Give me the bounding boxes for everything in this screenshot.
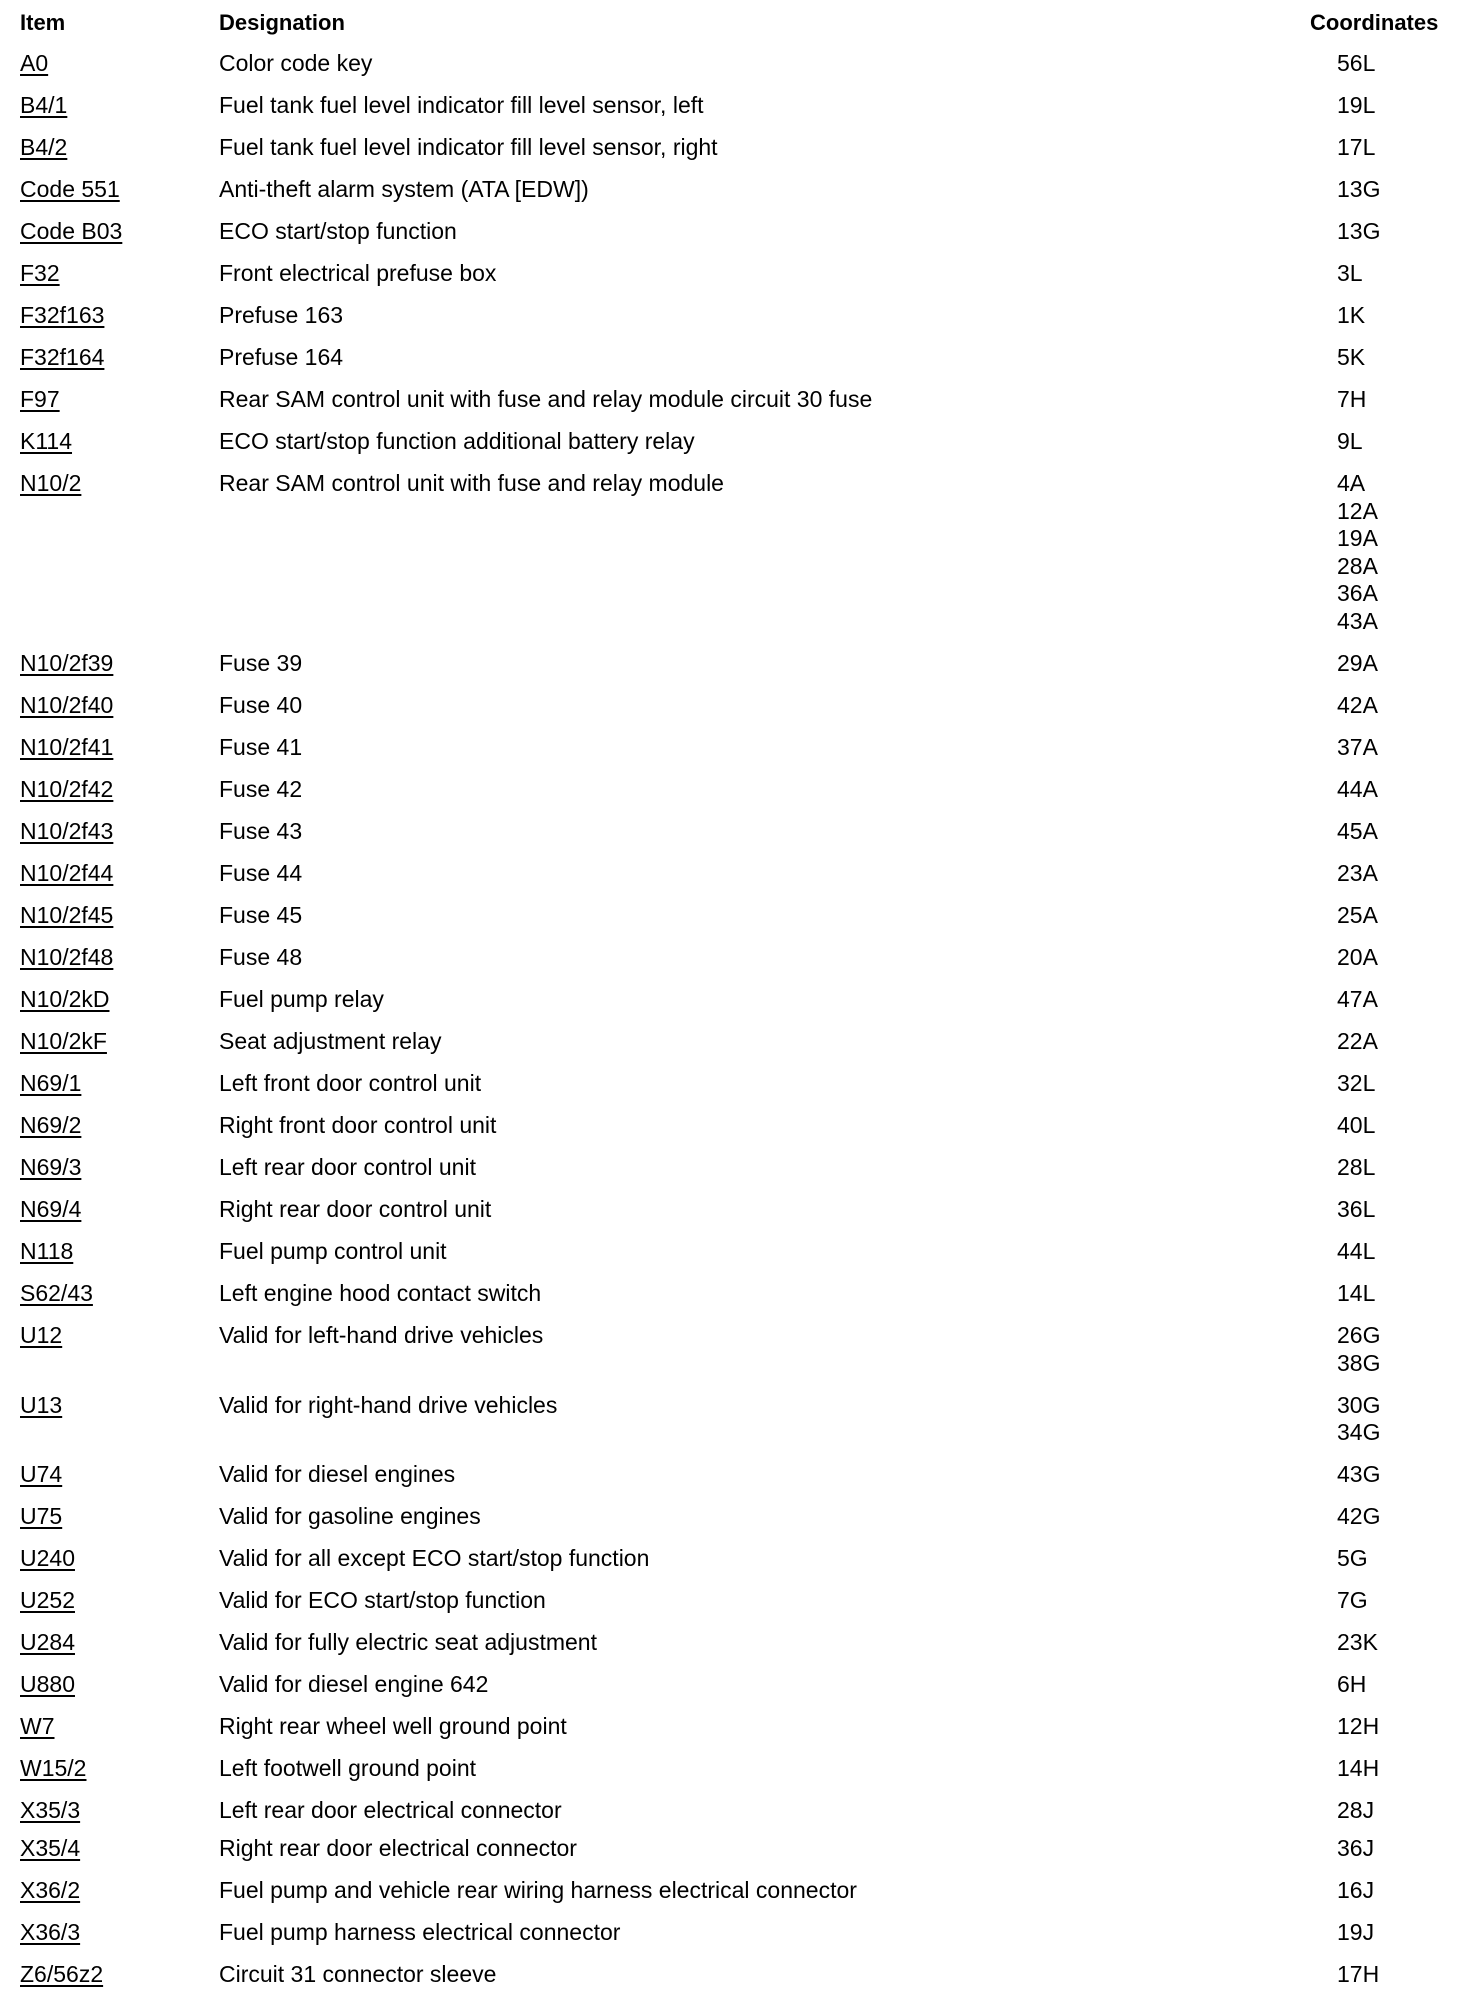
designation-cell: Fuel pump and vehicle rear wiring harness electrical connector bbox=[219, 1877, 857, 1904]
item-cell bbox=[20, 860, 113, 888]
item-link[interactable]: U284 bbox=[20, 1629, 75, 1656]
item-cell bbox=[20, 1196, 81, 1224]
coordinates-cell bbox=[1337, 50, 1375, 78]
item-cell bbox=[20, 1112, 81, 1140]
designation-cell: Left rear door control unit bbox=[219, 1154, 476, 1180]
item-link[interactable]: F97 bbox=[20, 386, 60, 412]
designation-cell: Valid for diesel engines bbox=[219, 1461, 456, 1488]
item-link[interactable]: K114 bbox=[20, 428, 73, 454]
item-cell bbox=[20, 302, 104, 330]
item-link[interactable]: B4/1 bbox=[20, 92, 68, 118]
coordinates-cell bbox=[1337, 470, 1378, 636]
designation-cell: Fuse 48 bbox=[219, 944, 303, 970]
item-link[interactable]: N10/2f39 bbox=[20, 650, 114, 676]
header-coordinates: Coordinates bbox=[1310, 10, 1439, 35]
coordinate-value: 47A bbox=[1337, 986, 1378, 1012]
coordinates-cell bbox=[1337, 1629, 1378, 1657]
designation-cell: ECO start/stop function bbox=[219, 218, 457, 244]
table-row bbox=[0, 254, 1472, 296]
coordinate-value: 9L bbox=[1337, 428, 1363, 454]
item-cell bbox=[20, 1835, 80, 1863]
item-cell bbox=[20, 470, 81, 498]
item-cell bbox=[20, 1545, 75, 1573]
table-row bbox=[0, 1022, 1472, 1064]
coordinate-value: 36A bbox=[1337, 580, 1378, 607]
coordinate-value: 19J bbox=[1337, 1919, 1375, 1946]
table-row bbox=[0, 812, 1472, 854]
table-row bbox=[0, 1232, 1472, 1274]
item-cell bbox=[20, 1671, 75, 1699]
table-row bbox=[0, 1274, 1472, 1316]
coordinates-cell bbox=[1337, 902, 1378, 930]
coordinates-cell bbox=[1337, 1797, 1374, 1825]
designation-cell: Right rear door control unit bbox=[219, 1196, 492, 1222]
coordinate-value: 56L bbox=[1337, 50, 1376, 76]
item-cell bbox=[20, 776, 113, 804]
header-designation: Designation bbox=[219, 10, 345, 35]
table-row bbox=[0, 938, 1472, 980]
item-cell bbox=[20, 734, 113, 762]
item-cell bbox=[20, 986, 109, 1014]
item-cell bbox=[20, 818, 113, 846]
item-cell bbox=[20, 1877, 80, 1905]
item-link[interactable]: N10/2f48 bbox=[20, 944, 114, 970]
coordinate-value: 32L bbox=[1337, 1070, 1376, 1096]
coordinates-cell bbox=[1337, 344, 1365, 372]
table-row bbox=[0, 1913, 1472, 1955]
item-cell bbox=[20, 1755, 86, 1783]
coordinates-cell bbox=[1337, 428, 1363, 456]
coordinates-cell bbox=[1337, 650, 1378, 678]
designation-cell: Anti-theft alarm system (ATA [EDW]) bbox=[219, 176, 589, 202]
item-link[interactable]: N10/2f45 bbox=[20, 902, 114, 928]
table-row bbox=[0, 770, 1472, 812]
coordinate-value: 43A bbox=[1337, 607, 1378, 634]
coordinate-value: 19A bbox=[1337, 525, 1378, 552]
item-link[interactable]: N10/2f44 bbox=[20, 860, 114, 886]
table-row bbox=[0, 1148, 1472, 1190]
item-link[interactable]: N10/2f43 bbox=[20, 818, 114, 844]
coordinates-cell bbox=[1337, 1154, 1375, 1182]
coordinate-value: 26G bbox=[1337, 1322, 1381, 1348]
item-link[interactable]: N118 bbox=[20, 1238, 74, 1264]
designation-cell: Left rear door electrical connector bbox=[219, 1797, 562, 1824]
designation-cell: Prefuse 163 bbox=[219, 302, 344, 328]
item-link[interactable]: N10/2f41 bbox=[20, 734, 114, 760]
designation-cell: Valid for right-hand drive vehicles bbox=[219, 1391, 558, 1418]
coordinate-value: 19L bbox=[1337, 92, 1376, 118]
coordinates-cell bbox=[1337, 1280, 1375, 1308]
coordinate-value: 23A bbox=[1337, 860, 1378, 886]
coordinate-value: 1K bbox=[1337, 302, 1366, 328]
coordinates-cell bbox=[1337, 818, 1378, 846]
item-link[interactable]: F32 bbox=[20, 260, 60, 286]
designation-cell: Left front door control unit bbox=[219, 1070, 482, 1096]
table-row bbox=[0, 86, 1472, 128]
table-row bbox=[0, 380, 1472, 422]
coordinate-value: 34G bbox=[1337, 1419, 1381, 1446]
coordinate-value: 36J bbox=[1337, 1835, 1375, 1862]
item-cell bbox=[20, 134, 67, 162]
item-link[interactable]: S62/43 bbox=[20, 1280, 93, 1306]
item-link[interactable]: U252 bbox=[20, 1587, 75, 1614]
item-link[interactable]: W15/2 bbox=[20, 1755, 87, 1782]
designation-cell: Seat adjustment relay bbox=[219, 1028, 442, 1054]
table-row bbox=[0, 1955, 1472, 1997]
table-row bbox=[0, 1316, 1472, 1386]
table-row bbox=[0, 1455, 1472, 1497]
item-link[interactable]: N10/2kF bbox=[20, 1028, 107, 1054]
table-row bbox=[0, 1791, 1472, 1829]
item-cell bbox=[20, 1503, 62, 1531]
coordinates-cell bbox=[1337, 92, 1375, 120]
item-cell bbox=[20, 944, 113, 972]
table-row bbox=[0, 854, 1472, 896]
item-link[interactable]: X36/2 bbox=[20, 1877, 81, 1904]
designation-cell: Left engine hood contact switch bbox=[219, 1280, 542, 1306]
coordinates-cell bbox=[1337, 986, 1378, 1014]
coordinate-value: 3L bbox=[1337, 260, 1363, 286]
table-row bbox=[0, 296, 1472, 338]
coordinate-value: 29A bbox=[1337, 650, 1378, 676]
coordinate-value: 5G bbox=[1337, 1545, 1368, 1572]
coordinates-cell bbox=[1337, 134, 1375, 162]
coordinate-value: 13G bbox=[1337, 218, 1381, 244]
item-link[interactable]: N10/2 bbox=[20, 470, 82, 496]
designation-cell: Valid for fully electric seat adjustment bbox=[219, 1629, 597, 1656]
designation-cell: Valid for ECO start/stop function bbox=[219, 1587, 546, 1614]
designation-cell: Rear SAM control unit with fuse and relay module bbox=[219, 470, 724, 496]
coordinates-cell bbox=[1337, 1755, 1379, 1783]
table-row bbox=[0, 1871, 1472, 1913]
item-link[interactable]: A0 bbox=[20, 50, 49, 76]
item-link[interactable]: N10/2kD bbox=[20, 986, 110, 1012]
coordinate-value: 16J bbox=[1337, 1877, 1375, 1904]
coordinates-cell bbox=[1337, 1919, 1374, 1947]
table-row bbox=[0, 44, 1472, 86]
designation-cell: Fuel tank fuel level indicator fill level sensor, left bbox=[219, 92, 704, 118]
coordinate-value: 14H bbox=[1337, 1755, 1380, 1782]
item-cell bbox=[20, 50, 48, 78]
coordinates-cell bbox=[1337, 1112, 1375, 1140]
item-cell bbox=[20, 1797, 80, 1825]
designation-cell: Fuse 45 bbox=[219, 902, 303, 928]
designation-cell: Valid for gasoline engines bbox=[219, 1503, 481, 1530]
coordinates-cell bbox=[1337, 1028, 1378, 1056]
coordinates-cell bbox=[1337, 1238, 1375, 1266]
table-row bbox=[0, 1190, 1472, 1232]
coordinate-value: 25A bbox=[1337, 902, 1378, 928]
item-cell bbox=[20, 1919, 80, 1947]
coordinate-value: 17H bbox=[1337, 1961, 1380, 1988]
designation-cell: Fuel pump harness electrical connector bbox=[219, 1919, 621, 1946]
item-link[interactable]: F32f163 bbox=[20, 302, 105, 328]
item-link[interactable]: X36/3 bbox=[20, 1919, 81, 1946]
item-link[interactable]: N10/2f42 bbox=[20, 776, 114, 802]
item-link[interactable]: B4/2 bbox=[20, 134, 68, 160]
coordinate-value: 14L bbox=[1337, 1280, 1376, 1306]
coordinates-cell bbox=[1337, 1196, 1375, 1224]
item-cell bbox=[20, 1238, 73, 1266]
designation-cell: Prefuse 164 bbox=[219, 344, 344, 370]
coordinates-cell bbox=[1337, 1713, 1379, 1741]
designation-cell: Fuel tank fuel level indicator fill level sensor, right bbox=[219, 134, 718, 160]
designation-cell: Right front door control unit bbox=[219, 1112, 497, 1138]
coordinates-cell bbox=[1337, 692, 1378, 720]
designation-cell: Valid for left-hand drive vehicles bbox=[219, 1322, 544, 1348]
table-body bbox=[0, 44, 1472, 1997]
coordinates-cell bbox=[1337, 218, 1380, 246]
designation-cell: Fuse 40 bbox=[219, 692, 303, 718]
coordinate-value: 5K bbox=[1337, 344, 1366, 370]
designation-cell: Left footwell ground point bbox=[219, 1755, 477, 1782]
coordinate-value: 13G bbox=[1337, 176, 1381, 202]
table-row bbox=[0, 170, 1472, 212]
coordinate-value: 37A bbox=[1337, 734, 1378, 760]
item-cell bbox=[20, 1322, 62, 1350]
designation-cell: Right rear door electrical connector bbox=[219, 1835, 577, 1862]
table-row bbox=[0, 422, 1472, 464]
coordinate-value: 12A bbox=[1337, 497, 1378, 524]
coordinates-cell bbox=[1337, 1587, 1368, 1615]
item-link[interactable]: N69/4 bbox=[20, 1196, 82, 1222]
coordinates-cell bbox=[1337, 1392, 1380, 1447]
table-row bbox=[0, 1707, 1472, 1749]
item-cell bbox=[20, 218, 122, 246]
coordinates-cell bbox=[1337, 1835, 1374, 1863]
item-link[interactable]: X35/3 bbox=[20, 1797, 81, 1824]
designation-cell: Fuse 41 bbox=[219, 734, 303, 760]
table-row bbox=[0, 1581, 1472, 1623]
table-row bbox=[0, 980, 1472, 1022]
item-link[interactable]: N69/1 bbox=[20, 1070, 82, 1096]
item-cell bbox=[20, 650, 113, 678]
coordinate-value: 20A bbox=[1337, 944, 1378, 970]
table-row bbox=[0, 644, 1472, 686]
coordinates-cell bbox=[1337, 1877, 1374, 1905]
item-cell bbox=[20, 1961, 103, 1989]
coordinates-cell bbox=[1337, 1322, 1380, 1377]
table-row bbox=[0, 1665, 1472, 1707]
coordinates-cell bbox=[1337, 1503, 1380, 1531]
coordinate-value: 30G bbox=[1337, 1391, 1381, 1418]
coordinates-cell bbox=[1337, 386, 1366, 414]
item-link[interactable]: U74 bbox=[20, 1461, 63, 1488]
table-row bbox=[0, 1623, 1472, 1665]
coordinates-cell bbox=[1337, 1070, 1375, 1098]
designation-cell: Fuse 42 bbox=[219, 776, 303, 802]
designation-cell: ECO start/stop function additional battery relay bbox=[219, 428, 695, 454]
coordinates-cell bbox=[1337, 1671, 1366, 1699]
item-cell bbox=[20, 1587, 75, 1615]
item-cell bbox=[20, 92, 67, 120]
coordinate-value: 44A bbox=[1337, 776, 1378, 802]
coordinates-cell bbox=[1337, 944, 1378, 972]
coordinate-value: 28L bbox=[1337, 1154, 1376, 1180]
coordinate-value: 40L bbox=[1337, 1112, 1376, 1138]
item-link[interactable]: Code B03 bbox=[20, 218, 123, 244]
item-cell bbox=[20, 344, 104, 372]
coordinate-value: 36L bbox=[1337, 1196, 1376, 1222]
designation-cell: Fuel pump relay bbox=[219, 986, 384, 1012]
item-cell bbox=[20, 1713, 55, 1741]
table-row bbox=[0, 128, 1472, 170]
item-cell bbox=[20, 1629, 75, 1657]
designation-cell: Right rear wheel well ground point bbox=[219, 1713, 567, 1740]
coordinate-value: 4A bbox=[1337, 470, 1366, 496]
coordinate-value: 44L bbox=[1337, 1238, 1376, 1264]
table-row bbox=[0, 686, 1472, 728]
header-item: Item bbox=[20, 10, 66, 35]
table-row bbox=[0, 1829, 1472, 1871]
designation-cell: Fuel pump control unit bbox=[219, 1238, 447, 1264]
designation-cell: Fuse 44 bbox=[219, 860, 303, 886]
designation-cell: Valid for diesel engine 642 bbox=[219, 1671, 489, 1698]
table-row bbox=[0, 1497, 1472, 1539]
coordinate-value: 38G bbox=[1337, 1349, 1381, 1376]
item-link[interactable]: N10/2f40 bbox=[20, 692, 114, 718]
item-link[interactable]: F32f164 bbox=[20, 344, 105, 370]
item-link[interactable]: U13 bbox=[20, 1391, 63, 1418]
designation-cell: Valid for all except ECO start/stop function bbox=[219, 1545, 650, 1572]
coordinates-cell bbox=[1337, 176, 1380, 204]
designation-cell: Fuse 43 bbox=[219, 818, 303, 844]
coordinate-value: 6H bbox=[1337, 1671, 1367, 1698]
item-cell bbox=[20, 386, 60, 414]
coordinate-value: 22A bbox=[1337, 1028, 1378, 1054]
item-cell bbox=[20, 176, 120, 204]
table-row bbox=[0, 728, 1472, 770]
item-cell bbox=[20, 1280, 93, 1308]
table-row bbox=[0, 1064, 1472, 1106]
designation-cell: Fuse 39 bbox=[219, 650, 303, 676]
coordinate-value: 42G bbox=[1337, 1503, 1381, 1530]
item-link[interactable]: U12 bbox=[20, 1322, 63, 1348]
coordinates-cell bbox=[1337, 1545, 1368, 1573]
coordinate-value: 42A bbox=[1337, 692, 1378, 718]
item-link[interactable]: U880 bbox=[20, 1671, 75, 1698]
coordinates-cell bbox=[1337, 1461, 1380, 1489]
coordinates-cell bbox=[1337, 860, 1378, 888]
item-cell bbox=[20, 1392, 62, 1420]
item-link[interactable]: Code 551 bbox=[20, 176, 120, 202]
item-link[interactable]: U240 bbox=[20, 1545, 75, 1572]
coordinate-value: 17L bbox=[1337, 134, 1376, 160]
coordinate-value: 45A bbox=[1337, 818, 1378, 844]
coordinates-cell bbox=[1337, 260, 1363, 288]
designation-cell: Circuit 31 connector sleeve bbox=[219, 1961, 497, 1988]
item-cell bbox=[20, 902, 113, 930]
item-cell bbox=[20, 1461, 62, 1489]
item-link[interactable]: N69/2 bbox=[20, 1112, 82, 1138]
table-row bbox=[0, 896, 1472, 938]
coordinate-value: 23K bbox=[1337, 1629, 1378, 1656]
item-link[interactable]: X35/4 bbox=[20, 1835, 81, 1862]
item-cell bbox=[20, 260, 60, 288]
item-cell bbox=[20, 1154, 81, 1182]
table-row bbox=[0, 1539, 1472, 1581]
item-cell bbox=[20, 1070, 81, 1098]
table-row bbox=[0, 1749, 1472, 1791]
table-row bbox=[0, 1386, 1472, 1456]
item-link[interactable]: W7 bbox=[20, 1713, 55, 1740]
item-cell bbox=[20, 428, 72, 456]
coordinate-value: 28A bbox=[1337, 552, 1378, 579]
item-cell bbox=[20, 1028, 107, 1056]
coordinates-cell bbox=[1337, 1961, 1379, 1989]
coordinate-value: 28J bbox=[1337, 1797, 1375, 1824]
coordinate-value: 43G bbox=[1337, 1461, 1381, 1488]
table-header bbox=[0, 0, 1472, 44]
item-link[interactable]: N69/3 bbox=[20, 1154, 82, 1180]
table-row bbox=[0, 1106, 1472, 1148]
item-link[interactable]: Z6/56z2 bbox=[20, 1961, 104, 1988]
coordinate-value: 7H bbox=[1337, 386, 1367, 412]
coordinate-value: 7G bbox=[1337, 1587, 1368, 1614]
coordinates-cell bbox=[1337, 302, 1365, 330]
table-row bbox=[0, 338, 1472, 380]
designation-cell: Rear SAM control unit with fuse and relay module circuit 30 fuse bbox=[219, 386, 873, 412]
coordinates-cell bbox=[1337, 734, 1378, 762]
table-row bbox=[0, 212, 1472, 254]
coordinate-value: 12H bbox=[1337, 1713, 1380, 1740]
item-link[interactable]: U75 bbox=[20, 1503, 63, 1530]
designation-cell: Color code key bbox=[219, 50, 373, 76]
coordinates-cell bbox=[1337, 776, 1378, 804]
table-row bbox=[0, 464, 1472, 644]
item-cell bbox=[20, 692, 113, 720]
designation-cell: Front electrical prefuse box bbox=[219, 260, 497, 286]
